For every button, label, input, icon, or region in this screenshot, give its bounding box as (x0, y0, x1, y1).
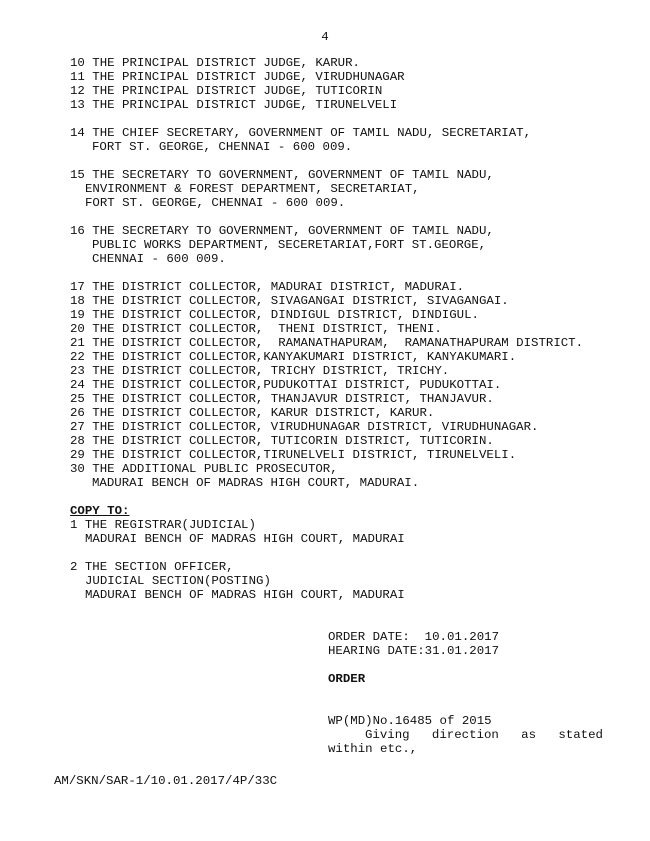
direction-line: within etc., (328, 742, 418, 756)
recipient-line: 12 THE PRINCIPAL DISTRICT JUDGE, TUTICORIN (70, 84, 383, 98)
copy-to-line: MADURAI BENCH OF MADRAS HIGH COURT, MADURAI (85, 532, 405, 546)
recipient-line: ENVIRONMENT & FOREST DEPARTMENT, SECRETARIAT, (85, 182, 420, 196)
hearing-date: HEARING DATE:31.01.2017 (328, 644, 500, 658)
copy-to-line: MADURAI BENCH OF MADRAS HIGH COURT, MADURAI (85, 588, 405, 602)
recipient-line: 27 THE DISTRICT COLLECTOR, VIRUDHUNAGAR DISTRICT, VIRUDHUNAGAR. (70, 420, 539, 434)
recipient-line: 30 THE ADDITIONAL PUBLIC PROSECUTOR, (70, 462, 338, 476)
recipient-line: FORT ST. GEORGE, CHENNAI - 600 009. (85, 196, 346, 210)
recipient-line: 16 THE SECRETARY TO GOVERNMENT, GOVERNMENT OF TAMIL NADU, (70, 224, 494, 238)
recipient-line: 17 THE DISTRICT COLLECTOR, MADURAI DISTRICT, MADURAI. (70, 280, 465, 294)
copy-to-line: 2 THE SECTION OFFICER, (70, 560, 234, 574)
recipient-line: 23 THE DISTRICT COLLECTOR, TRICHY DISTRICT, TRICHY. (70, 364, 450, 378)
recipient-line: 28 THE DISTRICT COLLECTOR, TUTICORIN DISTRICT, TUTICORIN. (70, 434, 494, 448)
recipient-line: 13 THE PRINCIPAL DISTRICT JUDGE, TIRUNELVELI (70, 98, 398, 112)
recipient-line: 15 THE SECRETARY TO GOVERNMENT, GOVERNMENT OF TAMIL NADU, (70, 168, 494, 182)
recipient-line: 22 THE DISTRICT COLLECTOR,KANYAKUMARI DISTRICT, KANYAKUMARI. (70, 350, 517, 364)
recipient-line: 21 THE DISTRICT COLLECTOR, RAMANATHAPURAM, RAMANATHAPURAM DISTRICT. (70, 336, 584, 350)
recipient-line: 19 THE DISTRICT COLLECTOR, DINDIGUL DISTRICT, DINDIGUL. (70, 308, 479, 322)
recipient-line: 29 THE DISTRICT COLLECTOR,TIRUNELVELI DISTRICT, TIRUNELVELI. (70, 448, 517, 462)
recipient-line: MADURAI BENCH OF MADRAS HIGH COURT, MADURAI. (92, 476, 420, 490)
recipient-line: 10 THE PRINCIPAL DISTRICT JUDGE, KARUR. (70, 56, 360, 70)
direction-line: Giving direction as stated (365, 728, 603, 742)
recipient-line: 26 THE DISTRICT COLLECTOR, KARUR DISTRICT, KARUR. (70, 406, 435, 420)
recipient-line: 18 THE DISTRICT COLLECTOR, SIVAGANGAI DISTRICT, SIVAGANGAI. (70, 294, 509, 308)
recipient-line: 20 THE DISTRICT COLLECTOR, THENI DISTRICT, THENI. (70, 322, 442, 336)
recipient-line: PUBLIC WORKS DEPARTMENT, SECERETARIAT,FORT ST.GEORGE, (92, 238, 487, 252)
recipient-line: CHENNAI - 600 009. (92, 252, 226, 266)
recipient-line: FORT ST. GEORGE, CHENNAI - 600 009. (92, 140, 353, 154)
copy-to-heading: COPY TO: (70, 504, 130, 518)
page-number: 4 (321, 30, 329, 44)
recipient-line: 11 THE PRINCIPAL DISTRICT JUDGE, VIRUDHUNAGAR (70, 70, 405, 84)
order-date: ORDER DATE: 10.01.2017 (328, 630, 500, 644)
recipient-line: 25 THE DISTRICT COLLECTOR, THANJAVUR DISTRICT, THANJAVUR. (70, 392, 494, 406)
recipient-line: 24 THE DISTRICT COLLECTOR,PUDUKOTTAI DISTRICT, PUDUKOTTAI. (70, 378, 502, 392)
footer-reference: AM/SKN/SAR-1/10.01.2017/4P/33C (54, 774, 278, 788)
copy-to-line: 1 THE REGISTRAR(JUDICIAL) (70, 518, 256, 532)
copy-to-line: JUDICIAL SECTION(POSTING) (85, 574, 271, 588)
wp-number: WP(MD)No.16485 of 2015 (328, 714, 492, 728)
recipient-line: 14 THE CHIEF SECRETARY, GOVERNMENT OF TAMIL NADU, SECRETARIAT, (70, 126, 532, 140)
order-title: ORDER (328, 672, 366, 686)
